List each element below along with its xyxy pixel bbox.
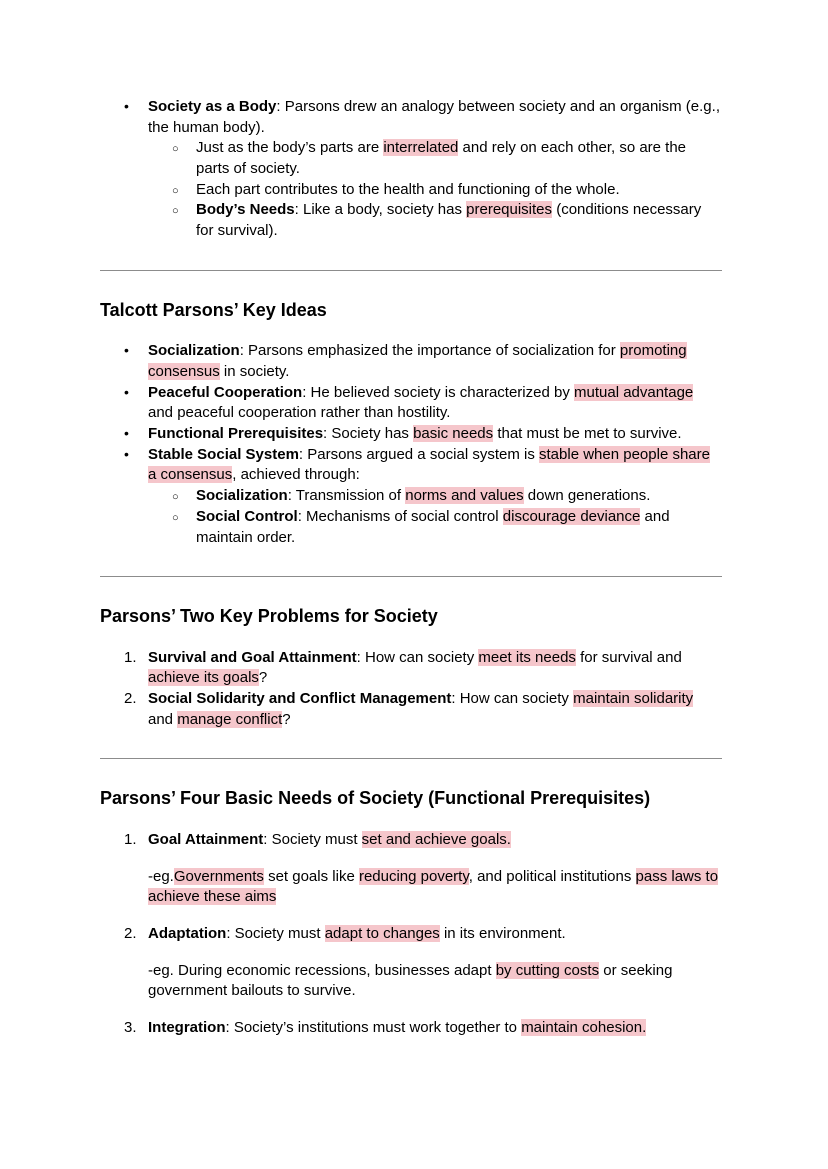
list-item: [124, 445, 722, 486]
paragraph: [148, 961, 722, 1002]
highlighted-text: manage conflict: [177, 710, 283, 728]
text-run: Each part contributes to the health and functioning of the whole.: [196, 180, 620, 198]
text-run: : Society must: [263, 830, 362, 848]
list-item: [124, 924, 722, 945]
list-item-text: [148, 424, 722, 445]
highlighted-text: adapt to changes: [324, 925, 440, 942]
bold-text: Social Solidarity and Conflict Management: [148, 690, 452, 708]
highlighted-text: maintain solidarity: [573, 690, 694, 708]
bullet-marker: •: [124, 98, 129, 114]
bullet-list: [100, 97, 722, 242]
list-item-text: [148, 97, 722, 138]
text-run: : Society has: [323, 425, 414, 443]
list-item: [124, 1018, 722, 1039]
list-item: [124, 97, 722, 138]
numbered-list: [100, 1018, 722, 1039]
list-number-marker: 2.: [124, 690, 137, 708]
list-number-marker: 2.: [124, 925, 137, 942]
list-item: [172, 200, 722, 241]
text-run: : Mechanisms of social control: [297, 507, 503, 525]
highlighted-text: basic needs: [413, 425, 494, 443]
text-run: ?: [258, 669, 268, 687]
list-item: [124, 689, 722, 730]
text-run: -eg. During economic recessions, businesses adapt: [148, 961, 496, 979]
bold-text: Socialization: [148, 342, 240, 360]
text-run: : Society’s institutions must work together to: [225, 1019, 522, 1037]
bold-text: Stable Social System: [148, 445, 299, 463]
list-item: [172, 507, 722, 548]
text-run: and: [148, 710, 178, 728]
list-item-text: [196, 138, 722, 179]
hollow-bullet-marker: ○: [172, 184, 179, 197]
document-content: [100, 97, 722, 1039]
highlighted-text: prerequisites: [466, 201, 553, 219]
text-run: (conditions necessary for survival).: [196, 201, 702, 240]
highlighted-text: norms and values: [405, 487, 524, 505]
list-item: [124, 383, 722, 424]
bold-text: Peaceful Cooperation: [148, 383, 303, 401]
bold-text: Society as a Body: [148, 98, 277, 115]
list-item: [172, 180, 722, 201]
list-item-text: [148, 1018, 722, 1039]
text-run: in society.: [219, 363, 290, 380]
hollow-bullet-marker: ○: [172, 143, 179, 156]
list-item-text: [148, 689, 722, 730]
text-run: : How can society: [451, 690, 574, 708]
highlighted-text: promoting consensus: [148, 342, 687, 380]
highlighted-text: by cutting costs: [495, 961, 600, 979]
hollow-bullet-marker: ○: [172, 491, 179, 504]
list-number-marker: 3.: [124, 1019, 137, 1037]
list-item-text: [196, 507, 722, 548]
bullet-marker: •: [124, 342, 129, 359]
section-heading: Parsons’ Four Basic Needs of Society (Functional Prerequisites): [100, 788, 651, 809]
list-item: [124, 424, 722, 445]
section-divider: [100, 576, 722, 577]
highlighted-text: mutual advantage: [574, 383, 694, 401]
text-run: down generations.: [523, 487, 651, 505]
highlighted-text: pass laws to achieve these aims: [148, 867, 719, 906]
highlighted-text: maintain cohesion.: [521, 1019, 647, 1037]
bullet-marker: •: [124, 445, 129, 462]
text-run: or seeking government bailouts to survive.: [148, 961, 673, 1000]
text-run: and maintain order.: [196, 507, 670, 546]
text-run: : Society must: [226, 925, 325, 942]
highlighted-text: reducing poverty: [358, 867, 469, 885]
section-heading: Parsons’ Two Key Problems for Society: [100, 606, 438, 627]
section-divider: [100, 270, 722, 271]
list-number-marker: 1.: [124, 648, 137, 666]
list-item: [124, 648, 722, 689]
text-run: : He believed society is characterized by: [302, 383, 574, 401]
numbered-list: [100, 830, 722, 851]
text-run: -eg.: [148, 867, 174, 885]
text-run: for survival and: [575, 648, 682, 666]
text-run: : Like a body, society has: [294, 201, 467, 219]
bold-text: Adaptation: [148, 925, 227, 942]
highlighted-text: discourage deviance: [502, 507, 641, 525]
bullet-marker: •: [124, 425, 129, 442]
hollow-bullet-marker: ○: [172, 511, 179, 524]
text-run: : How can society: [356, 648, 479, 666]
section-heading: Talcott Parsons’ Key Ideas: [100, 299, 327, 320]
highlighted-text: Governments: [173, 867, 264, 885]
highlighted-text: stable when people share a consensus: [148, 445, 710, 484]
list-item: [172, 486, 722, 507]
highlighted-text: set and achieve goals.: [361, 830, 511, 848]
text-run: : Parsons emphasized the importance of socialization for: [239, 342, 620, 360]
hollow-bullet-marker: ○: [172, 205, 179, 218]
paragraph: [148, 867, 722, 908]
bullet-marker: •: [124, 383, 129, 400]
text-run: : Transmission of: [287, 487, 406, 505]
numbered-list: [100, 924, 722, 945]
bold-text: Integration: [148, 1019, 226, 1037]
bold-text: Socialization: [196, 487, 288, 505]
text-run: : Parsons argued a social system is: [298, 445, 540, 463]
list-item-text: [148, 924, 722, 945]
list-item: [124, 341, 722, 382]
text-run: that must be met to survive.: [493, 425, 682, 443]
list-item-text: [148, 648, 722, 689]
list-item-text: [148, 383, 722, 424]
bold-text: Social Control: [196, 507, 298, 525]
bold-text: Goal Attainment: [148, 830, 264, 848]
bold-text: Functional Prerequisites: [148, 425, 324, 443]
text-run: Just as the body’s parts are: [196, 139, 384, 157]
bold-text: Survival and Goal Attainment: [148, 648, 357, 666]
list-number-marker: 1.: [124, 830, 137, 848]
numbered-list: [100, 648, 722, 731]
list-item: [172, 138, 722, 179]
list-item-text: [148, 830, 722, 851]
text-run: in its environment.: [439, 925, 566, 942]
list-item-text: [148, 445, 722, 486]
text-run: and peaceful cooperation rather than hostility.: [148, 404, 451, 422]
text-run: and rely on each other, so are the parts of society.: [196, 139, 687, 178]
highlighted-text: interrelated: [383, 139, 459, 157]
bold-text: Body’s Needs: [196, 201, 295, 219]
text-run: : Parsons drew an analogy between society and an organism (e.g., the human body).: [148, 98, 720, 136]
list-item-text: [196, 486, 722, 507]
text-run: , achieved through:: [232, 466, 360, 484]
list-item-text: [148, 341, 722, 382]
text-run: ?: [282, 710, 291, 728]
list-item: [124, 830, 722, 851]
list-item-text: [196, 200, 722, 241]
text-run: , and political institutions: [468, 867, 636, 885]
highlighted-text: achieve its goals: [148, 669, 259, 687]
list-item-text: [196, 180, 722, 201]
highlighted-text: meet its needs: [478, 648, 576, 666]
text-run: set goals like: [263, 867, 359, 885]
bullet-list: [100, 341, 722, 548]
section-divider: [100, 758, 722, 759]
